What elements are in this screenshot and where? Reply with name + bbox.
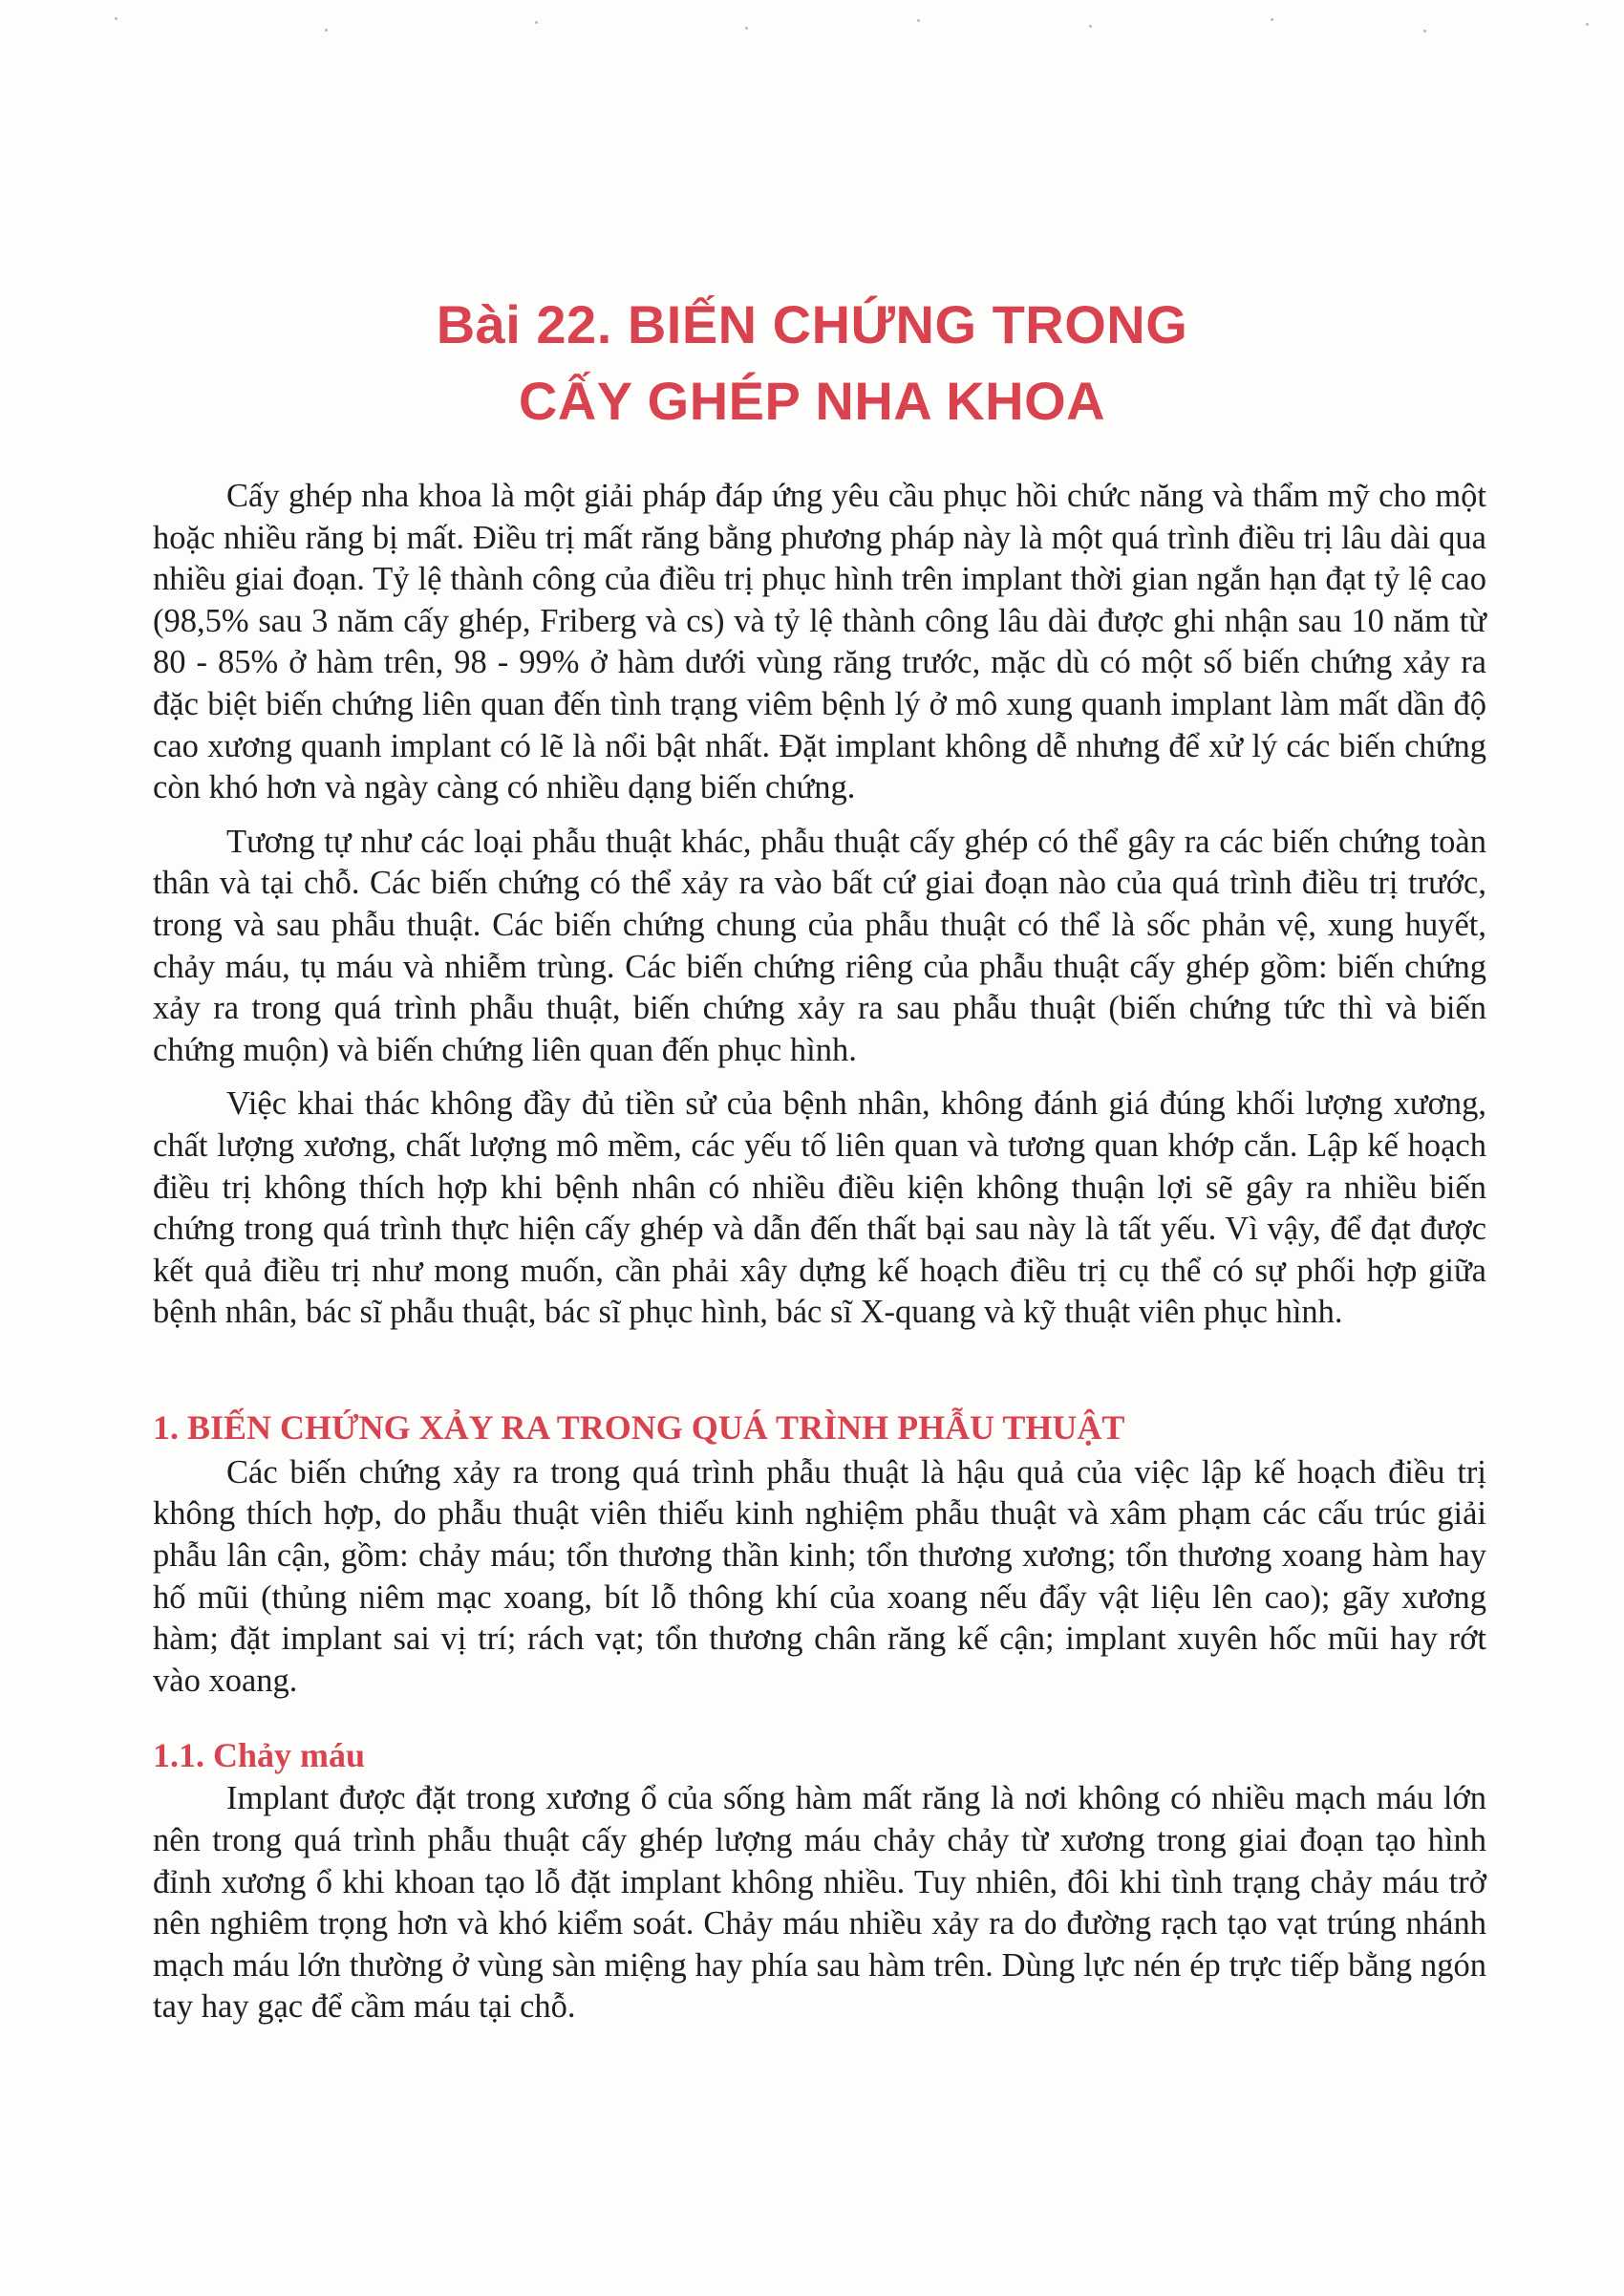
section-1-1-paragraph: Implant được đặt trong xương ổ của sống hàm mất răng là nơi không có nhiều mạch máu lớn nên trong quá trình phẫu thuật cấy ghép lượng máu chảy chảy từ xương trong giai đoạn tạo hình đỉnh xương ổ khi khoan tạo lỗ đặt implant không nhiều. Tuy nhiên, đôi khi tình trạng chảy máu trở nên nghiêm trọng hơn và khó kiểm soát. Chảy máu nhiều xảy ra do đường rạch tạo vạt trúng nhánh mạch máu lớn thường ở vùng sàn miệng hay phía sau hàm trên. Dùng lực nén ép trực tiếp bằng ngón tay hay gạc để cầm máu tại chỗ. xyxy=(153,1780,1486,2026)
scan-speck xyxy=(115,17,118,20)
scan-speck xyxy=(1423,30,1426,32)
lesson-title xyxy=(0,287,1624,440)
scan-speck xyxy=(1089,25,1092,28)
scan-speck xyxy=(325,29,328,32)
scan-speck xyxy=(917,19,920,22)
intro-paragraph-3: Việc khai thác không đầy đủ tiền sử của bệnh nhân, không đánh giá đúng khối lượng xương, chất lượng xương, chất lượng mô mềm, các yếu tố liên quan và tương quan khớp cắn. Lập kế hoạch điều trị không thích hợp khi bệnh nhân có nhiều điều kiện không thuận lợi sẽ gây ra nhiều biến chứng trong quá trình thực hiện cấy ghép và dẫn đến thất bại sau này là tất yếu. Vì vậy, để đạt được kết quả điều trị như mong muốn, cần phải xây dựng kế hoạch điều trị cụ thể có sự phối hợp giữa bệnh nhân, bác sĩ phẫu thuật, bác sĩ phục hình, bác sĩ X-quang và kỹ thuật viên phục hình. xyxy=(153,1085,1486,1331)
document-body xyxy=(153,476,1486,2028)
section-1-1-heading: 1.1. Chảy máu xyxy=(153,1736,366,1775)
intro-paragraph-2: Tương tự như các loại phẫu thuật khác, phẫu thuật cấy ghép có thể gây ra các biến chứng toàn thân và tại chỗ. Các biến chứng có thể xảy ra vào bất cứ giai đoạn nào của quá trình điều trị trước, trong và sau phẫu thuật. Các biến chứng chung của phẫu thuật có thể là sốc phản vệ, xung huyết, chảy máu, tụ máu và nhiễm trùng. Các biến chứng riêng của phẫu thuật cấy ghép gồm: biến chứng xảy ra trong quá trình phẫu thuật, biến chứng xảy ra sau phẫu thuật (biến chứng tức thì và biến chứng muộn) và biến chứng liên quan đến phục hình. xyxy=(153,823,1486,1068)
intro-paragraph-1: Cấy ghép nha khoa là một giải pháp đáp ứng yêu cầu phục hồi chức năng và thẩm mỹ cho một hoặc nhiều răng bị mất. Điều trị mất răng bằng phương pháp này là một quá trình điều trị lâu dài qua nhiều giai đoạn. Tỷ lệ thành công của điều trị phục hình trên implant thời gian ngắn hạn đạt tỷ lệ cao (98,5% sau 3 năm cấy ghép, Friberg và cs) và tỷ lệ thành công lâu dài được ghi nhận sau 10 năm từ 80 - 85% ở hàm trên, 98 - 99% ở hàm dưới vùng răng trước, mặc dù có một số biến chứng xảy ra đặc biệt biến chứng liên quan đến tình trạng viêm bệnh lý ở mô xung quanh implant làm mất dần độ cao xương quanh implant có lẽ là nổi bật nhất. Đặt implant không dễ nhưng để xử lý các biến chứng còn khó hơn và ngày càng có nhiều dạng biến chứng. xyxy=(153,478,1486,806)
scan-speck xyxy=(1271,18,1273,21)
lesson-title-line-2: CẤY GHÉP NHA KHOA xyxy=(518,370,1106,431)
scan-speck xyxy=(745,27,748,30)
lesson-title-line-1: Bài 22. BIẾN CHỨNG TRONG xyxy=(436,293,1188,354)
scan-speck xyxy=(535,21,538,24)
scan-speck xyxy=(1586,23,1589,26)
section-1-paragraph: Các biến chứng xảy ra trong quá trình phẫu thuật là hậu quả của việc lập kế hoạch điều trị không thích hợp, do phẫu thuật viên thiếu kinh nghiệm phẫu thuật và xâm phạm các cấu trúc giải phẫu lân cận, gồm: chảy máu; tổn thương thần kinh; tổn thương xương; tổn thương xoang hàm hay hố mũi (thủng niêm mạc xoang, bít lỗ thông khí của xoang nếu đẩy vật liệu lên cao); gãy xương hàm; đặt implant sai vị trí; rách vạt; tổn thương chân răng kế cận; implant xuyên hốc mũi hay rớt vào xoang. xyxy=(153,1453,1486,1699)
section-1-heading: 1. BIẾN CHỨNG XẢY RA TRONG QUÁ TRÌNH PHẪU THUẬT xyxy=(153,1407,1125,1447)
